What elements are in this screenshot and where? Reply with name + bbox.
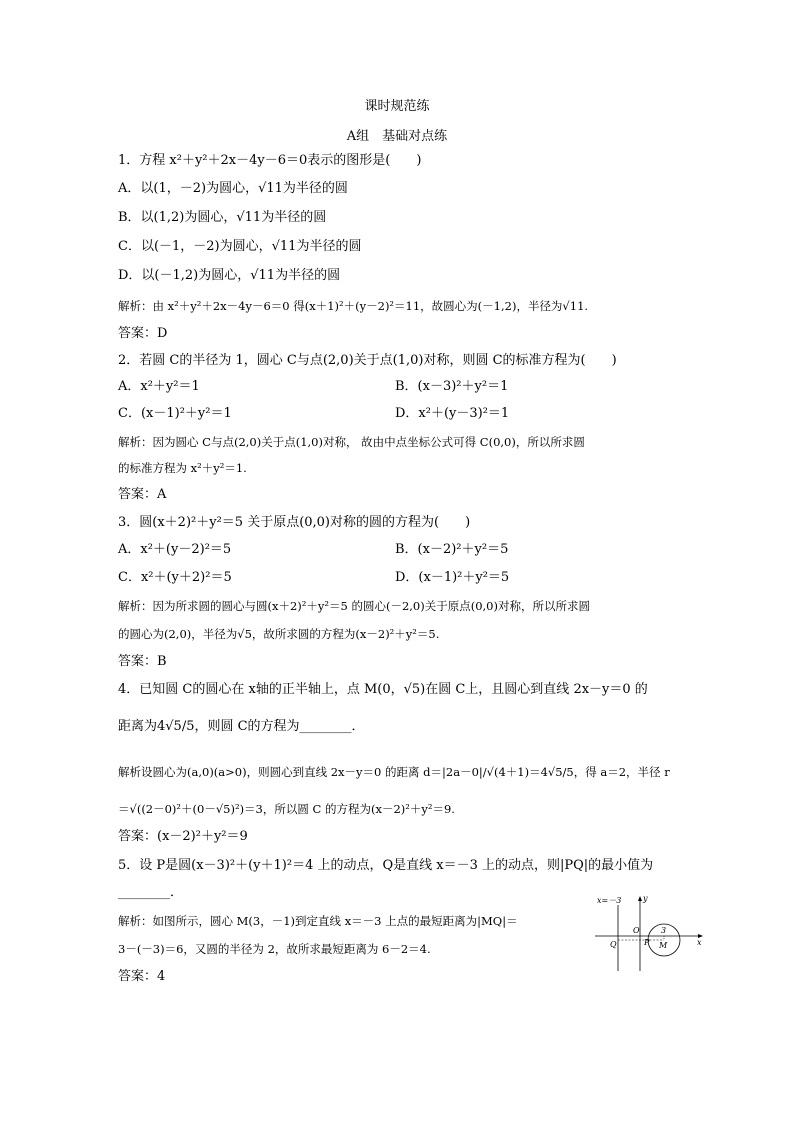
coordinate-figure <box>595 893 705 973</box>
problem-1-answer: 答案：D <box>118 326 168 341</box>
x-axis-label: x <box>697 938 702 947</box>
problem-5-answer: 答案：4 <box>118 969 166 984</box>
problem-5-figure <box>595 893 705 973</box>
problem-1-stem: 1．方程 x²＋y²＋2x－4y－6＝0表示的图形是( ) <box>118 153 422 168</box>
problem-4-stem-line-1: 4．已知圆 C的圆心在 x轴的正半轴上，点 M(0，√5)在圆 C上，且圆心到直线 2x－y＝0 的 <box>118 682 648 697</box>
problem-1-option-c: C．以(－1，－2)为圆心，√11为半径的圆 <box>118 239 362 254</box>
m-label: M <box>659 941 668 950</box>
problem-2-option-c: C．(x－1)²＋y²＝1 <box>118 406 232 421</box>
problem-2-solution-line-1: 解析：因为圆心 C与点(2,0)关于点(1,0)对称， 故由中点坐标公式可得 C(0,0)，所以所求圆 <box>118 435 585 449</box>
problem-3-solution-line-1: 解析：因为所求圆的圆心与圆(x＋2)²＋y²＝5 的圆心(－2,0)关于原点(0,0)对称，所以所求圆 <box>118 599 590 613</box>
problem-3-option-a: A．x²＋(y－2)²＝5 <box>118 542 232 557</box>
problem-5-stem: 5．设 P是圆(x－3)²＋(y＋1)²＝4 上的动点，Q是直线 x＝－3 上的动点，则|PQ|的最小值为 <box>118 858 654 873</box>
problem-1-option-b: B．以(1,2)为圆心，√11为半径的圆 <box>118 210 327 225</box>
problem-2-option-d: D．x²＋(y－3)²＝1 <box>395 406 510 421</box>
problem-4-solution-line-1: 解析设圆心为(a,0)(a>0)，则圆心到直线 2x－y＝0 的距离 d＝|2a－0|/√(4＋1)＝4√5/5，得 a＝2，半径 r <box>118 765 670 779</box>
tick-3-label: 3 <box>661 926 667 935</box>
q-label: Q <box>610 940 617 949</box>
problem-3-stem: 3．圆(x＋2)²＋y²＝5 关于原点(0,0)对称的圆的方程为( ) <box>118 515 471 530</box>
problem-2-option-a: A．x²＋y²＝1 <box>118 379 200 394</box>
problem-4-stem-line-2: 距离为4√5/5，则圆 C的方程为________． <box>118 719 365 734</box>
problem-3-option-b: B．(x－2)²＋y²＝5 <box>395 542 509 557</box>
problem-5-blank: ________． <box>118 885 184 900</box>
problem-2-solution-line-2: 的标准方程为 x²＋y²＝1. <box>118 461 247 475</box>
problem-2-stem: 2．若圆 C的半径为 1，圆心 C与点(2,0)关于点(1,0)对称，则圆 C的标准方程为( ) <box>118 353 617 368</box>
problem-4-answer: 答案：(x－2)²＋y²＝9 <box>118 829 248 844</box>
problem-1-solution: 解析：由 x²＋y²＋2x－4y－6＝0 得(x＋1)²＋(y－2)²＝11，故圆心为(－1,2)，半径为√11. <box>118 299 589 313</box>
origin-label: O <box>633 926 640 935</box>
problem-3-option-d: D．(x－1)²＋y²＝5 <box>395 570 510 585</box>
problem-1-option-a: A．以(1，－2)为圆心，√11为半径的圆 <box>118 181 348 196</box>
problem-3-answer: 答案：B <box>118 654 167 669</box>
p-label: P <box>644 938 650 947</box>
problem-5-solution-line-2: 3－(－3)＝6，又圆的半径为 2，故所求最短距离为 6－2＝4. <box>118 942 431 956</box>
problem-3-option-c: C．x²＋(y＋2)²＝5 <box>118 570 232 585</box>
line-label: x=－3 <box>597 896 622 905</box>
problem-1-option-d: D．以(－1,2)为圆心，√11为半径的圆 <box>118 268 341 283</box>
problem-2-option-b: B．(x－3)²＋y²＝1 <box>395 379 509 394</box>
problem-3-solution-line-2: 的圆心为(2,0)，半径为√5，故所求圆的方程为(x－2)²＋y²＝5. <box>118 627 440 641</box>
page-title: 课时规范练 <box>364 99 430 114</box>
problem-5-solution-line-1: 解析：如图所示，圆心 M(3，－1)到定直线 x＝－3 上点的最短距离为|MQ|＝ <box>118 914 518 928</box>
y-axis-arrow <box>638 896 642 901</box>
problem-2-answer: 答案：A <box>118 487 167 502</box>
problem-4-solution-line-2: ＝√((2－0)²＋(0－√5)²)＝3，所以圆 C 的方程为(x－2)²＋y²＝9. <box>118 802 455 816</box>
y-axis-label: y <box>643 894 648 903</box>
section-subtitle: A组 基础对点练 <box>346 129 448 144</box>
